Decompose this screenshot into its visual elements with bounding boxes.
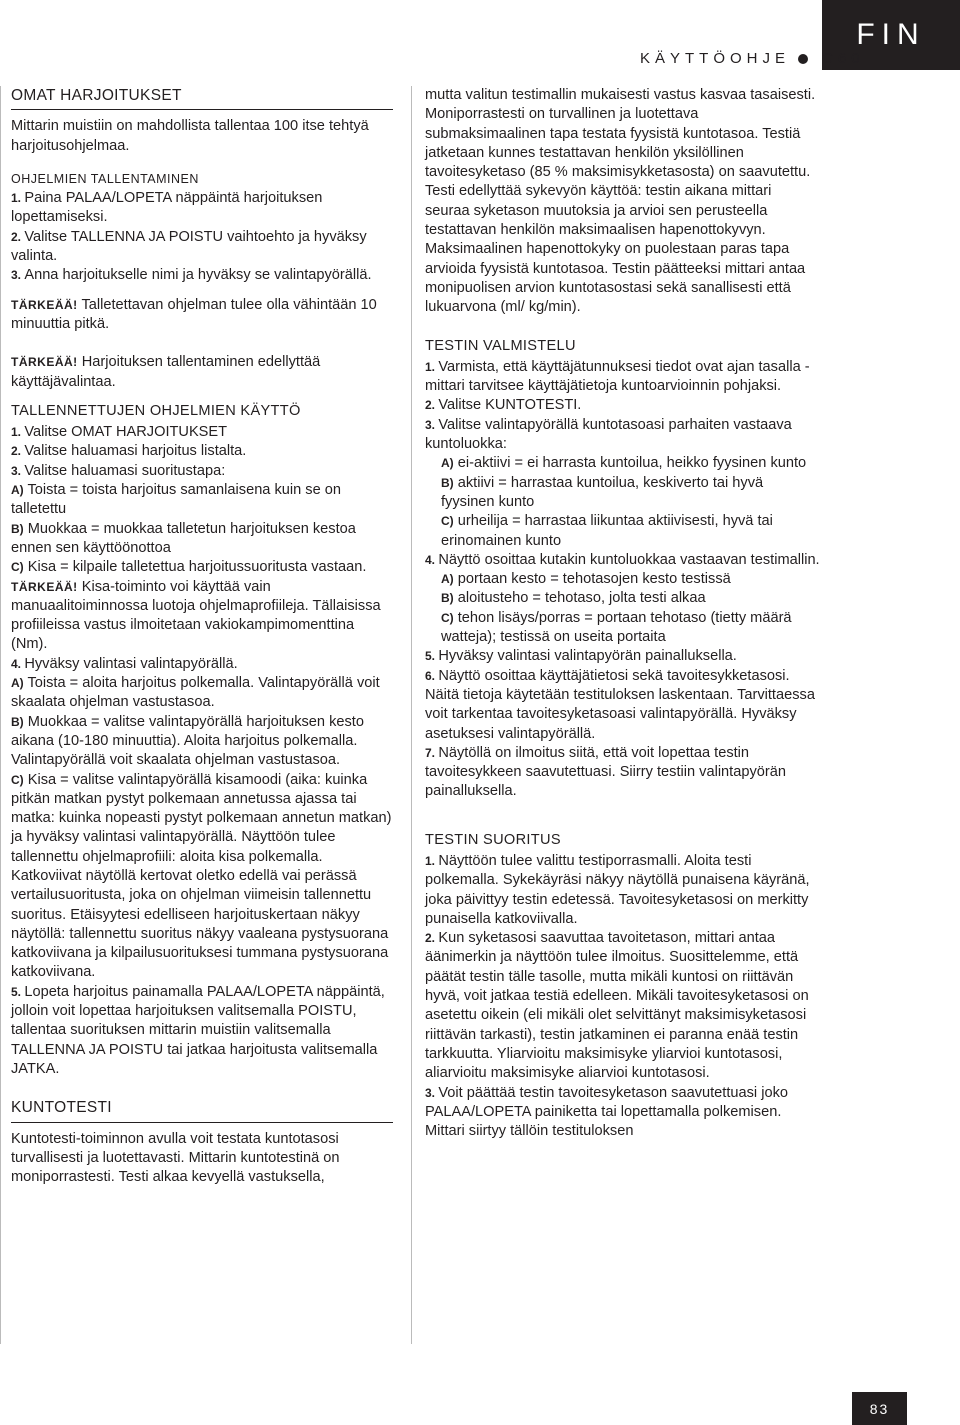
list-subitem: B) aktiivi = harrastaa kuntoilua, keskiverto tai hyvä fyysinen kunto [441,474,764,510]
section-title-omat: OMAT HARJOITUKSET [11,86,393,110]
list-subitem: C) tehon lisäys/porras = portaan tehotaso (tietty määrä [441,609,792,626]
paragraph: Mittarin muistiin on mahdollista tallentaa 100 itse tehtyä harjoitusohjelmaa. [11,118,369,154]
list-item: 2. Kun syketasosi saavuttaa tavoitetason, mittari antaa äänimerkin ja näyttöön tulee ilmoitus. Suosittelemme, että päätät testin tälle tasolle, mutta mikäli kuntosi on riittävän hyvä, voit jatkaa testiä edelleen. Mikäli tavoitesyketasosi on asetettu oikein (eli mikäli olet selvittänyt maksimisyketasosi riittävän tarkasti), testin jatkaminen ei paranna enää testin tarkkuutta. Yliarvioitu maksimisyke yliarvioi kuntotasosi, aliarvioitu maksimisyke aliarvioi kuntotasosi. [425,930,809,1082]
left-column [11,86,393,1187]
list-subitem: B) Muokkaa = muokkaa talletetun harjoituksen kestoa ennen sen käyttöönottoa [11,520,356,556]
important-note: TÄRKEÄÄ! Harjoituksen tallentaminen edellyttää käyttäjävalintaa. [11,354,321,390]
list-subitem: A) Toista = aloita harjoitus polkemalla. Valintapyörällä voit skaalata ohjelman vastustasoa. [11,675,380,711]
list-subitem: C) Kisa = kilpaile talletettua harjoitussuoritusta vastaan. [11,559,367,576]
section-title-run: TESTIN SUORITUS [425,831,561,848]
list-item: 1. Näyttöön tulee valittu testiporrasmalli. Aloita testi polkemalla. Sykekäyräsi näkyy näytöllä punaisena käyränä, joka päivittyy testin edetessä. Tavoitesyketasosi on merkitty punaisella katkoviivalla. [425,852,810,927]
list-item: 3. Anna harjoitukselle nimi ja hyväksy se valintapyörällä. [11,267,372,284]
page-number: 83 [852,1392,907,1425]
right-column [425,86,820,1141]
list-item: 2. Valitse TALLENNA JA POISTU vaihtoehto ja hyväksy valinta. [11,228,367,265]
important-note: TÄRKEÄÄ! Kisa-toiminto voi käyttää vain manuaalitoiminnossa luotoja ohjelmaprofiileja. Tällaisissa profiileissa vastus ilmoitetaan vakiokampimomenttina (Nm). [11,578,381,653]
list-subitem: C) urheilija = harrastaa liikuntaa aktiivisesti, hyvä tai erinomainen kunto [441,513,773,549]
list-item: 1. Paina PALAA/LOPETA näppäintä harjoituksen lopettamiseksi. [11,190,323,226]
list-item: 5. Hyväksy valintasi valintapyörän painalluksella. [425,648,737,665]
left-divider [0,86,1,1344]
list-item: 4. Näyttö osoittaa kutakin kuntoluokkaa vastaavan testimallin. [425,551,820,568]
paragraph: mutta valitun testimallin mukaisesti vastus kasvaa tasaisesti. Moniporrastesti on turvallinen ja luotettava submaksimaalinen tapa testata fyysistä kuntotasoa. Testiä jatketaan kunnes testattavan henkilön yksilöllinen tavoitesyketaso (85 % maksimisykketasosta) on saavutettu. Testi edellyttää sykevyön käyttöä: testin aikana mittari seuraa syketason muutoksia ja arvioi sen perusteella testattavan henkilön maksimaalisen hapenottokyvyn. Maksimaalinen hapenottokyky on puolestaan paras tapa arvioida fyysistä kuntotasoa. Testin päätteeksi mittari antaa monipuolisen arvion kuntotasostasi sekä sanallisesti että lukuarvona (ml/ kg/min). [425,87,816,316]
list-item: 7. Näytöllä on ilmoitus siitä, että voit lopettaa testin tavoitesykkeen saavutettuasi. Siirry testiin valintapyörän painalluksella. [425,744,786,800]
section-title-kuntotesti: KUNTOTESTI [11,1098,393,1122]
list-subitem: A) ei-aktiivi = ei harrasta kuntoilua, heikko fyysinen kunto [441,455,807,472]
language-tab: FIN [822,0,960,70]
list-subitem: A) Toista = toista harjoitus samanlaisena kuin se on talletettu [11,482,342,518]
list-subitem: B) aloitusteho = tehotaso, jolta testi alkaa [441,590,706,607]
list-subitem: A) portaan kesto = tehotasojen kesto testissä [441,571,731,588]
list-item: 6. Näyttö osoittaa käyttäjätietosi sekä tavoitesykketasosi. Näitä tietoja käytetään testituloksen laskentaan. Tarvittaessa voit tarkentaa tavoitesyketasoasi valintapyörällä. Hyväksy asetuksesi valintapyörällä. [425,667,815,742]
bullet-dot [798,54,808,64]
list-item: 4. Hyväksy valintasi valintapyörällä. [11,655,238,672]
list-item: 1. Valitse OMAT HARJOITUKSET [11,424,228,441]
list-subitem: B) Muokkaa = valitse valintapyörällä harjoituksen kesto aikana (10-180 minuuttia). Aloita harjoitus polkemalla. Valintapyörällä voit skaalata ohjelman vastustasoa. [11,713,364,769]
list-item: 3. Valitse valintapyörällä kuntotasoasi parhaiten vastaava kuntoluokka: [425,416,792,453]
list-item: 5. Lopeta harjoitus painamalla PALAA/LOPETA näppäintä, jolloin voit lopettaa harjoituksen valitsemalla POISTU, tallentaa suorituksen mittarin muistiin valitsemalla TALLENNA JA POISTU tai jatkaa harjoitusta valitsemalla JATKA. [11,983,385,1077]
section-title-prep: TESTIN VALMISTELU [425,337,576,354]
list-subitem: C) Kisa = valitse valintapyörällä kisamoodi (aika: kuinka pitkän matkan pystyt polkemaan annetussa ajassa tai matka: kuinka nopeasti pystyt polkemaan annetun matkan) ja hyväksy valintasi valintapyörällä. Näyttöön tulee tallennettu ohjelmaprofiili: aloita kisa polkemalla. Katkoviivat näytöllä kertovat oletko edellä vai perässä vertailusuoritusta, joka on ohjelman viimeisin tallennettu suoritus. Etäisyytesi edelliseen harjoituskertaan näkyy näytöllä: tallennettu suoritus näkyy vaaleana pystysuorana katkoviivana ja kilpailusuorituksesi tummana pystysuorana katkoviivana. [11,771,392,981]
center-divider [411,86,412,1344]
list-subitem: watteja); testissä on useita portaita [441,629,666,646]
subheading-save: OHJELMIEN TALLENTAMINEN [11,171,199,186]
paragraph: Kuntotesti-toiminnon avulla voit testata kuntotasosi turvallisesti ja luotettavasti. Mittarin kuntotestinä on moniporrastesti. Testi alkaa kevyellä vastuksella, [11,1130,340,1186]
list-item: 3. Valitse haluamasi suoritustapa: [11,462,226,479]
important-note: TÄRKEÄÄ! Talletettavan ohjelman tulee olla vähintään 10 minuuttia pitkä. [11,296,377,332]
model-label: C60 [822,50,865,67]
list-item: 3. Voit päättää testin tavoitesyketason saavutettuasi joko PALAA/LOPETA painiketta tai lopettamalla polkemisen. Mittari siirtyy tällöin testituloksen [425,1084,789,1140]
section-title-use: TALLENNETTUJEN OHJELMIEN KÄYTTÖ [11,402,301,419]
manual-label: KÄYTTÖOHJE [640,50,791,67]
list-item: 2. Valitse haluamasi harjoitus listalta. [11,443,247,460]
list-item: 2. Valitse KUNTOTESTI. [425,397,582,414]
list-item: 1. Varmista, että käyttäjätunnuksesi tiedot ovat ajan tasalla - mittari tarvitsee käyttäjätietoja kuntoarvioinnin pohjaksi. [425,358,810,395]
running-header [640,50,865,67]
